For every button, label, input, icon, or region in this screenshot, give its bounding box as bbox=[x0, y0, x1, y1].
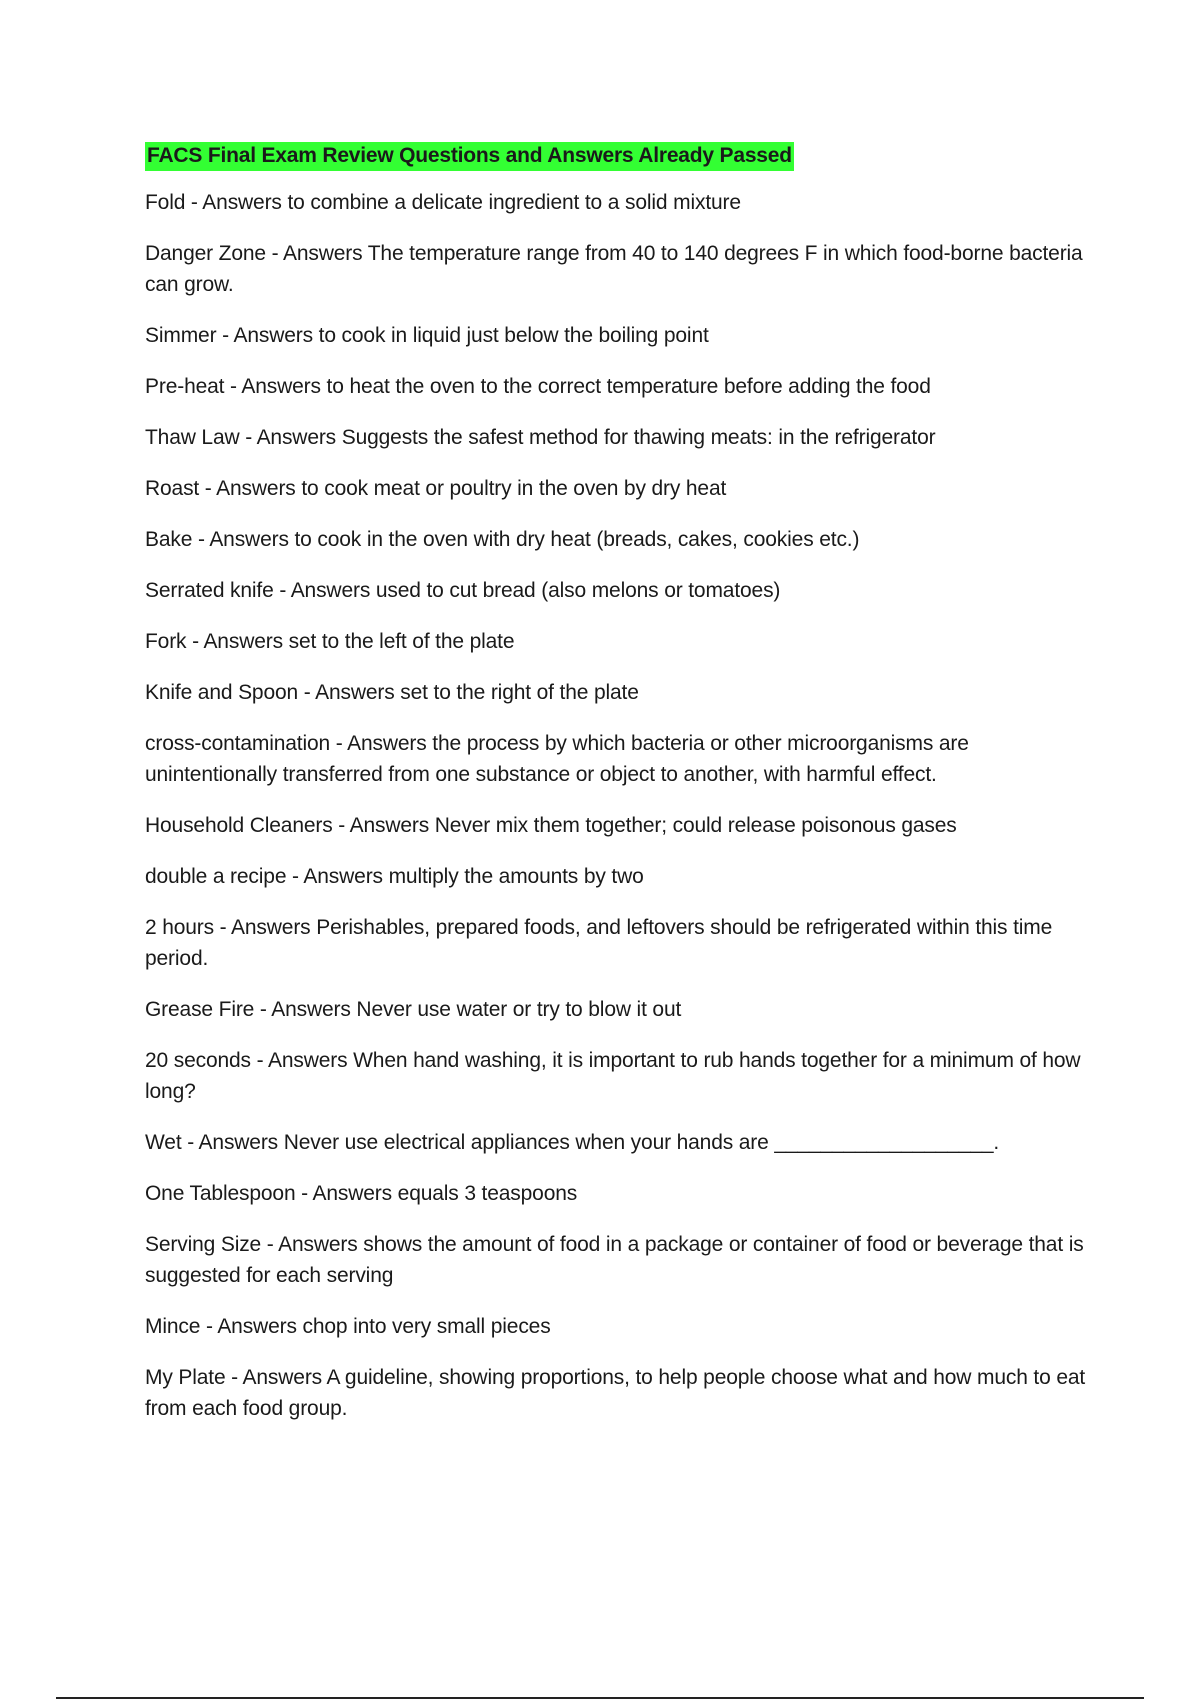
entry-roast: Roast - Answers to cook meat or poultry in the oven by dry heat bbox=[145, 477, 727, 500]
entry-household-cleaners: Household Cleaners - Answers Never mix them together; could release poisonous gases bbox=[145, 814, 957, 837]
entry-serving-size: Serving Size - Answers shows the amount of food in a package or container of food or beverage that is suggested for each serving bbox=[145, 1233, 1084, 1287]
entry-one-tablespoon: One Tablespoon - Answers equals 3 teaspoons bbox=[145, 1182, 578, 1205]
entry-my-plate: My Plate - Answers A guideline, showing proportions, to help people choose what and how much to eat from each food group. bbox=[145, 1366, 1086, 1420]
entry-fold: Fold - Answers to combine a delicate ingredient to a solid mixture bbox=[145, 191, 741, 214]
entry-pre-heat: Pre-heat - Answers to heat the oven to the correct temperature before adding the food bbox=[145, 375, 931, 398]
document-title: FACS Final Exam Review Questions and Answers Already Passed bbox=[145, 142, 794, 171]
entry-simmer: Simmer - Answers to cook in liquid just below the boiling point bbox=[145, 324, 709, 347]
entry-serrated-knife: Serrated knife - Answers used to cut bread (also melons or tomatoes) bbox=[145, 579, 781, 602]
entry-2-hours: 2 hours - Answers Perishables, prepared foods, and leftovers should be refrigerated within this time period. bbox=[145, 916, 1053, 970]
entry-mince: Mince - Answers chop into very small pieces bbox=[145, 1315, 551, 1338]
entry-grease-fire: Grease Fire - Answers Never use water or try to blow it out bbox=[145, 998, 682, 1021]
entry-wet: Wet - Answers Never use electrical appliances when your hands are ___________________. bbox=[145, 1131, 1000, 1154]
entry-cross-contamination: cross-contamination - Answers the process by which bacteria or other microorganisms are unintentionally transferred from one substance or object to another, with harmful effect. bbox=[145, 732, 969, 786]
entry-20-seconds: 20 seconds - Answers When hand washing, it is important to rub hands together for a minimum of how long? bbox=[145, 1049, 1081, 1103]
page-bottom-divider bbox=[56, 1697, 1144, 1699]
document-page bbox=[145, 142, 1095, 1444]
entry-danger-zone: Danger Zone - Answers The temperature range from 40 to 140 degrees F in which food-borne bacteria can grow. bbox=[145, 242, 1083, 296]
entry-bake: Bake - Answers to cook in the oven with dry heat (breads, cakes, cookies etc.) bbox=[145, 528, 860, 551]
entry-thaw-law: Thaw Law - Answers Suggests the safest method for thawing meats: in the refrigerator bbox=[145, 426, 936, 449]
entry-fork: Fork - Answers set to the left of the plate bbox=[145, 630, 515, 653]
entry-double-a-recipe: double a recipe - Answers multiply the amounts by two bbox=[145, 865, 644, 888]
entry-knife-and-spoon: Knife and Spoon - Answers set to the right of the plate bbox=[145, 681, 639, 704]
